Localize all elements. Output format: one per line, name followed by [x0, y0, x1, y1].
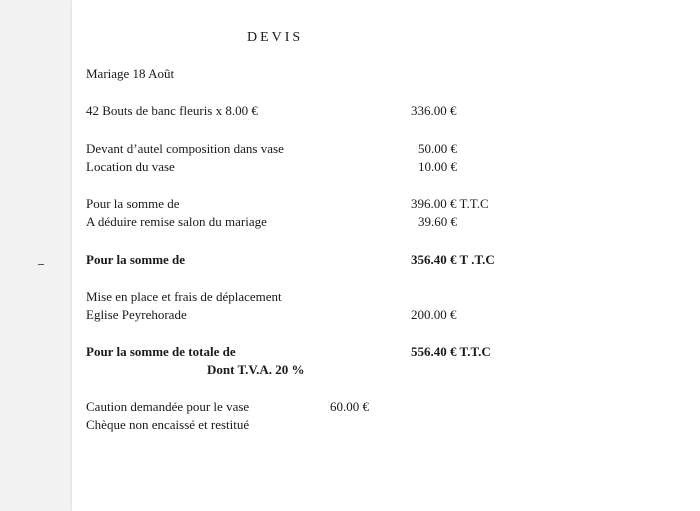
line-label-mise-en-place: Mise en place et frais de déplacement	[86, 289, 282, 304]
line-label-bouts-de-banc: 42 Bouts de banc fleuris x 8.00 €	[86, 103, 258, 118]
line-label-remise: A déduire remise salon du mariage	[86, 214, 267, 229]
line-amount-eglise: 200.00 €	[411, 307, 457, 322]
document-title: DEVIS	[247, 30, 304, 45]
margin-mark	[38, 264, 44, 265]
line-label-location-vase: Location du vase	[86, 159, 175, 174]
line-label-eglise: Eglise Peyrehorade	[86, 307, 187, 322]
caution-amount: 60.00 €	[330, 399, 369, 414]
line-amount-remise: 39.60 €	[418, 214, 457, 229]
line-label-subtotal: Pour la somme de	[86, 196, 180, 211]
line-label-total-after-discount: Pour la somme de	[86, 252, 186, 267]
line-label-tva: Dont T.V.A. 20 %	[207, 362, 305, 377]
caution-label: Caution demandée pour le vase	[86, 399, 250, 414]
caution-note: Chèque non encaissé et restitué	[86, 417, 250, 432]
line-amount-total-after-discount: 356.40 € T .T.C	[411, 252, 495, 267]
line-label-grand-total: Pour la somme de totale de	[86, 344, 236, 359]
line-amount-devant-autel: 50.00 €	[418, 141, 457, 156]
line-label-devant-autel: Devant d’autel composition dans vase	[86, 141, 284, 156]
line-amount-location-vase: 10.00 €	[418, 159, 457, 174]
event-line: Mariage 18 Août	[86, 66, 175, 81]
line-amount-bouts-de-banc: 336.00 €	[411, 103, 457, 118]
line-amount-grand-total: 556.40 € T.T.C	[411, 344, 491, 359]
line-amount-subtotal: 396.00 € T.T.C	[411, 196, 489, 211]
